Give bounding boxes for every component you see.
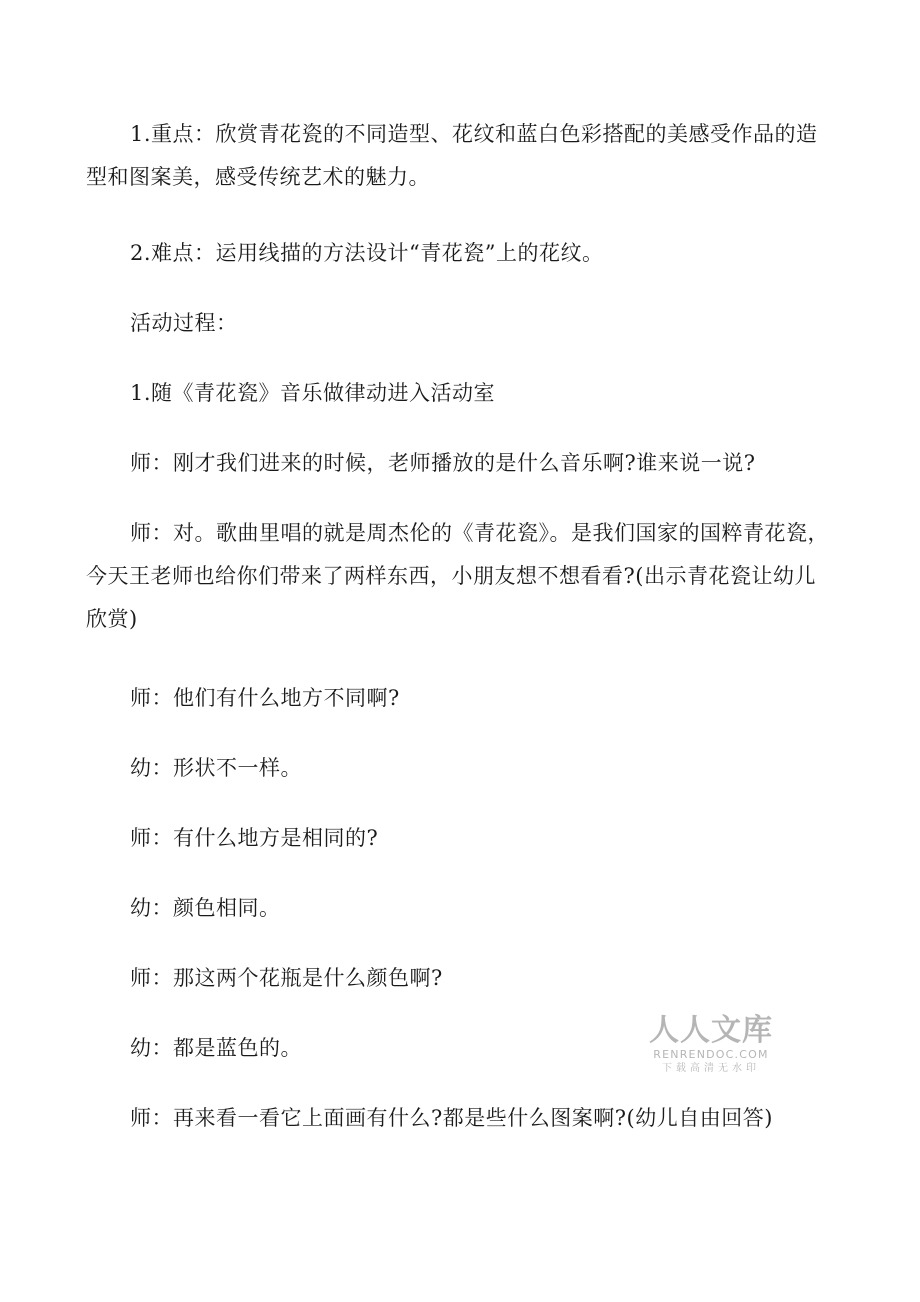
paragraph-dialogue: 幼：形状不一样。 — [130, 756, 302, 780]
watermark-logo — [646, 1014, 776, 1076]
watermark-tagline: 下载高清无水印 — [662, 1063, 760, 1074]
paragraph-dialogue: 师：有什么地方是相同的? — [130, 826, 379, 850]
paragraph-dialogue: 师：对。歌曲里唱的就是周杰伦的《青花瓷》。是我们国家的国粹青花瓷，今天王老师也给你们带来了两样东西，小朋友想不想看看?(出示青花瓷让幼儿欣赏) — [86, 521, 829, 631]
paragraph-step-1: 1.随《青花瓷》音乐做律动进入活动室 — [130, 381, 496, 405]
paragraph-dialogue: 师：他们有什么地方不同啊? — [130, 686, 400, 710]
paragraph-dialogue: 幼：都是蓝色的。 — [130, 1036, 302, 1060]
watermark-brand: 人人文库 — [649, 1013, 773, 1048]
paragraph-process-heading: 活动过程： — [130, 311, 238, 335]
paragraph-dialogue: 师：刚才我们进来的时候，老师播放的是什么音乐啊?谁来说一说? — [130, 451, 756, 475]
paragraph-difficulty: 2.难点：运用线描的方法设计“青花瓷”上的花纹。 — [130, 241, 604, 265]
paragraph-dialogue: 幼：颜色相同。 — [130, 896, 281, 920]
watermark-url: RENRENDOC.COM — [653, 1048, 769, 1061]
paragraph-key-point: 1.重点：欣赏青花瓷的不同造型、花纹和蓝白色彩搭配的美感受作品的造型和图案美，感受传统艺术的魅力。 — [86, 122, 818, 189]
paragraph-dialogue: 师：再来看一看它上面画有什么?都是些什么图案啊?(幼儿自由回答) — [130, 1106, 773, 1130]
paragraph-dialogue: 师：那这两个花瓶是什么颜色啊? — [130, 966, 443, 990]
